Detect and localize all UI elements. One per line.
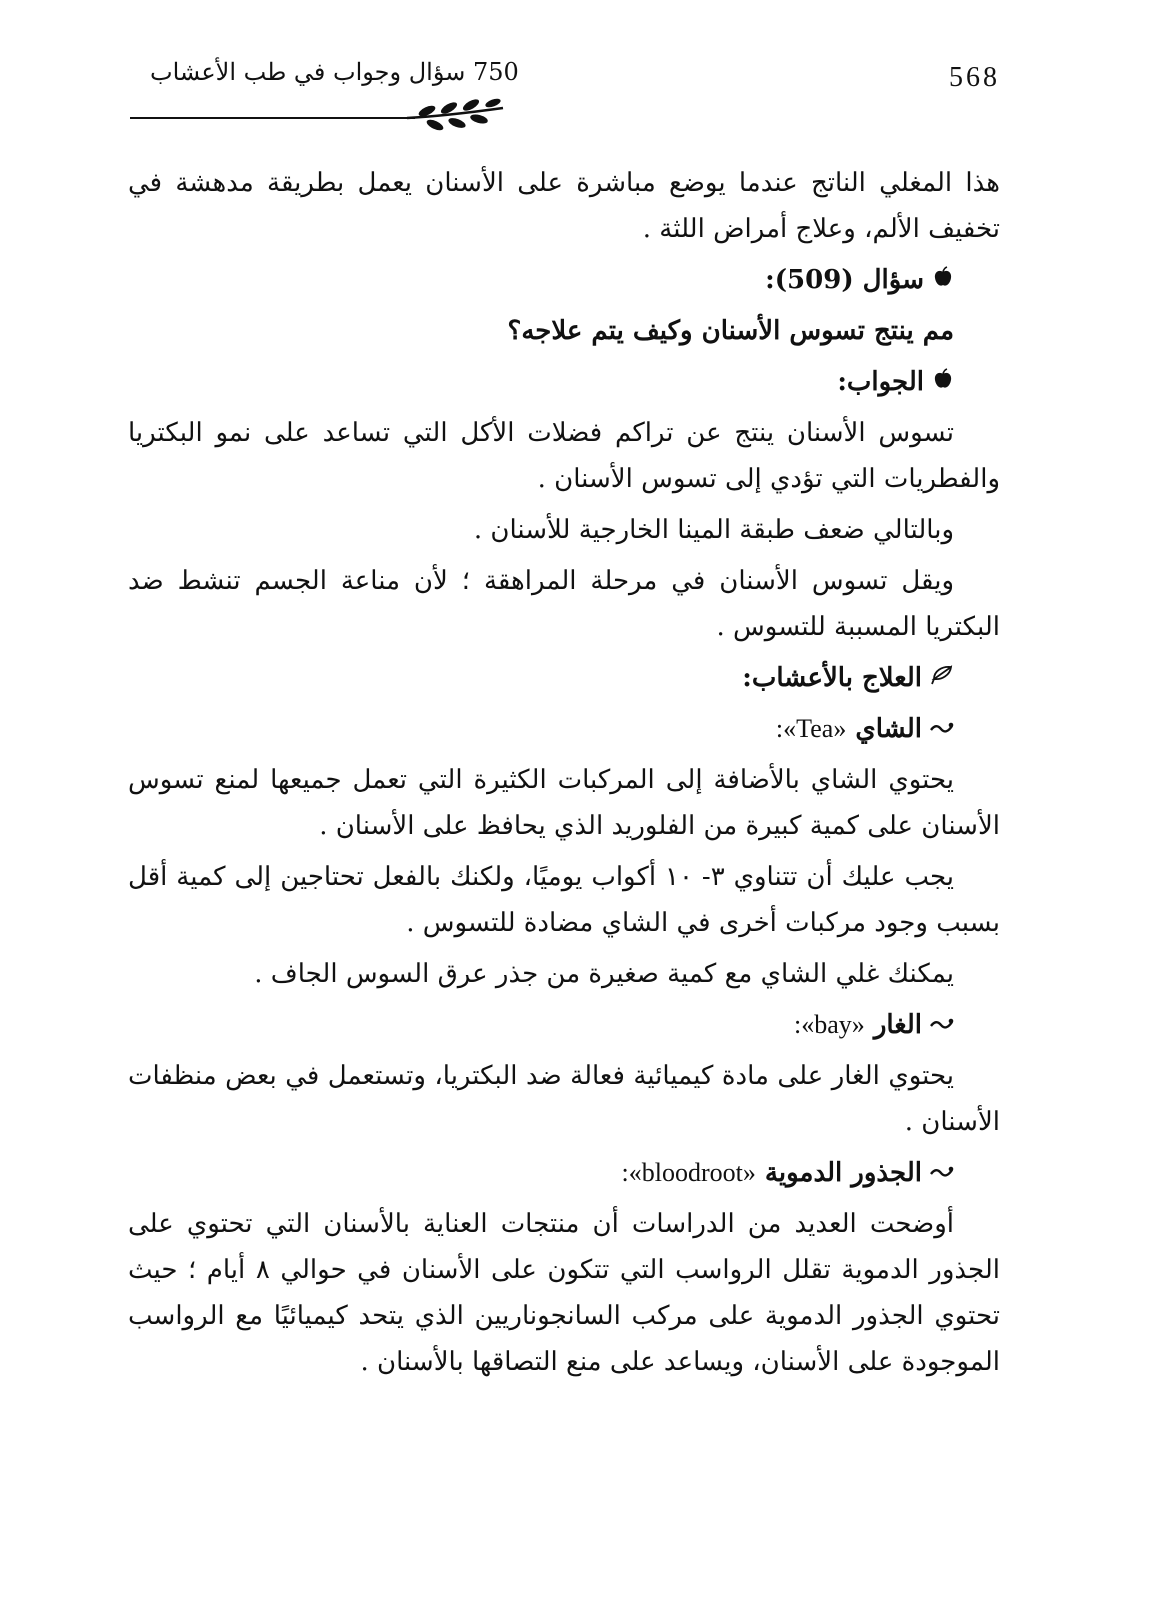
tea-paragraph: يحتوي الشاي بالأضافة إلى المركبات الكثيرة التي تعمل جميعها لمنع تسوس الأسنان على كمية كبيرة من الفلوريد الذي يحافظ على الأسنان . — [128, 765, 1000, 841]
apple-icon — [932, 257, 954, 303]
book-title: 750 سؤال وجواب في طب الأعشاب — [150, 58, 519, 86]
header-rule — [130, 117, 415, 119]
bay-heading — [128, 1002, 1000, 1048]
question-label: سؤال (509): — [765, 265, 924, 295]
question-heading — [128, 257, 1000, 303]
tea-paragraph: يجب عليك أن تتناوي ٣- ١٠ أكواب يوميًا، ولكنك بالفعل تحتاجين إلى كمية أقل بسبب وجود مركبات أخرى في الشاي مضادة للتسوس . — [128, 862, 1000, 938]
bloodroot-paragraph: أوضحت العديد من الدراسات أن منتجات العناية بالأسنان التي تحتوي على الجذور الدموية تقلل الرواسب التي تتكون على الأسنان في حوالي ٨ أيام ؛ حيث تحتوي الجذور الدموية على مركب السانجوناريين الذي يتحد كيميائيًا مع الرواسب الموجودة على الأسنان، ويساعد على منع التصاقها بالأسنان . — [128, 1209, 1000, 1377]
leaf-outline-icon — [930, 655, 954, 701]
bloodroot-heading — [128, 1150, 1000, 1196]
intro-paragraph: هذا المغلي الناتج عندما يوضع مباشرة على الأسنان يعمل بطريقة مدهشة في تخفيف الألم، وعلاج أمراض اللثة . — [128, 168, 1000, 244]
flourish-icon — [930, 706, 954, 752]
answer-label: الجواب: — [837, 367, 924, 397]
flourish-icon — [930, 1002, 954, 1048]
answer-paragraph: تسوس الأسنان ينتج عن تراكم فضلات الأكل التي تساعد على نمو البكتريا والفطريات التي تؤدي إلى تسوس الأسنان . — [128, 418, 1000, 494]
bay-paragraph: يحتوي الغار على مادة كيميائية فعالة ضد البكتريا، وتستعمل في بعض منظفات الأسنان . — [128, 1061, 1000, 1137]
bay-label: الغار — [873, 1010, 922, 1040]
page-number: 568 — [949, 62, 1000, 93]
answer-paragraph: وبالتالي ضعف طبقة المينا الخارجية للأسنان . — [473, 515, 954, 545]
question-text: مم ينتج تسوس الأسنان وكيف يتم علاجه؟ — [507, 316, 954, 346]
answer-paragraph: ويقل تسوس الأسنان في مرحلة المراهقة ؛ لأن مناعة الجسم تنشط ضد البكتريا المسببة للتسوس . — [128, 566, 1000, 642]
tea-heading — [128, 706, 1000, 752]
apple-icon — [932, 359, 954, 405]
page-content — [128, 160, 1000, 1390]
answer-heading — [128, 359, 1000, 405]
herbal-treatment-heading — [128, 655, 1000, 701]
bay-latin-name: «bay»: — [793, 1010, 865, 1039]
tea-latin-name: «Tea»: — [775, 714, 847, 743]
bloodroot-label: الجذور الدموية — [764, 1158, 922, 1188]
page-header — [130, 58, 1000, 108]
tea-paragraph: يمكنك غلي الشاي مع كمية صغيرة من جذر عرق السوس الجاف . — [254, 959, 954, 989]
olive-branch-icon — [405, 96, 505, 138]
bloodroot-latin-name: «bloodroot»: — [621, 1158, 756, 1187]
flourish-icon — [930, 1150, 954, 1196]
tea-label: الشاي — [855, 714, 922, 744]
herbal-treatment-label: العلاج بالأعشاب: — [742, 663, 922, 693]
